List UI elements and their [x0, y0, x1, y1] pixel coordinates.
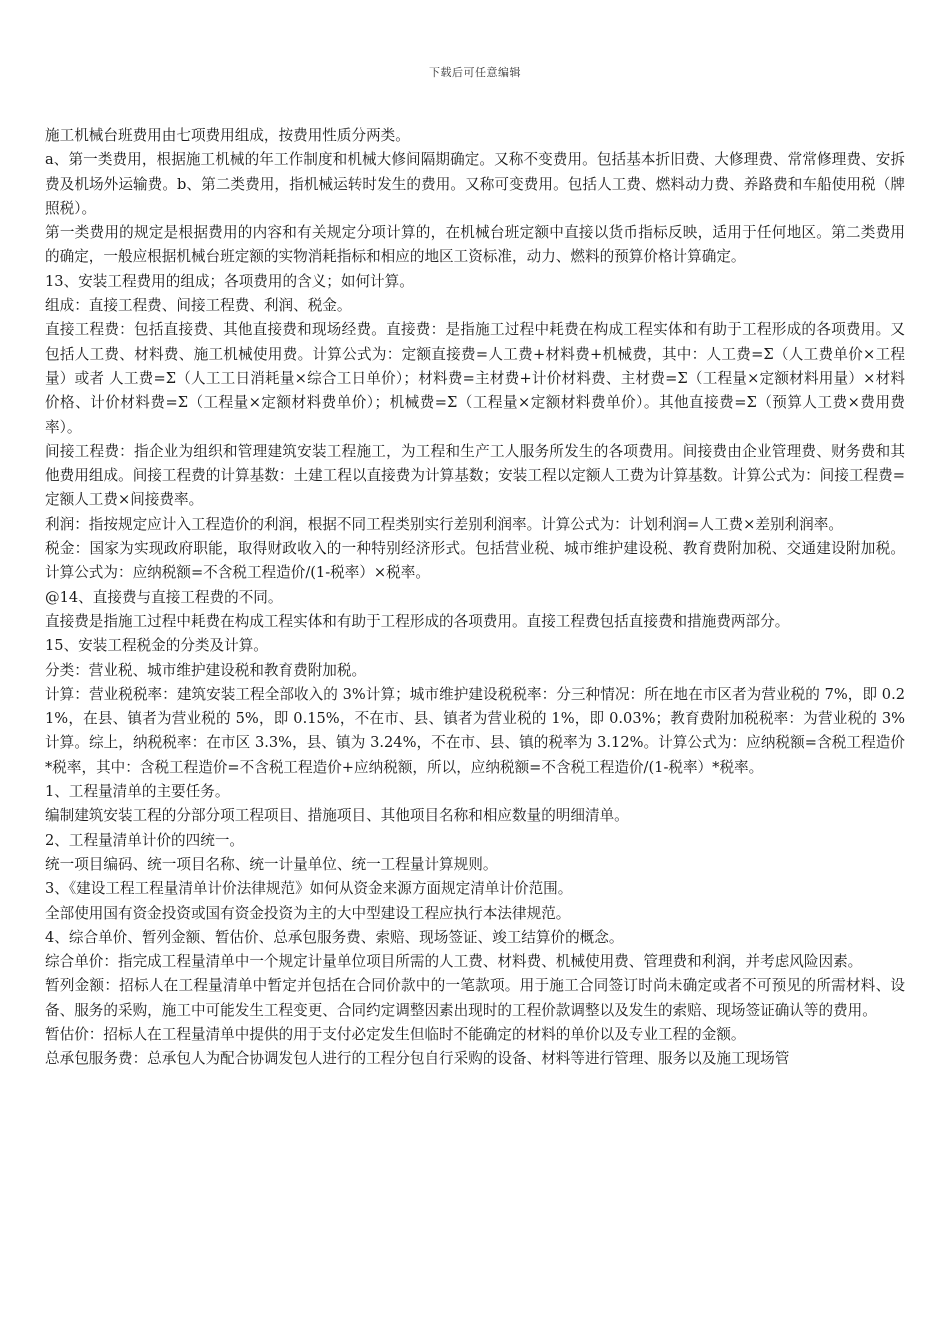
- paragraph: 1、工程量清单的主要任务。: [45, 783, 230, 801]
- paragraph: 组成：直接工程费、间接工程费、利润、税金。: [45, 297, 352, 315]
- paragraph: 全部使用国有资金投资或国有资金投资为主的大中型建设工程应执行本法律规范。: [45, 904, 571, 922]
- paragraph: 2、工程量清单计价的四统一。: [45, 831, 245, 849]
- paragraph: @14、直接费与直接工程费的不同。: [45, 588, 283, 606]
- paragraph: 施工机械台班费用由七项费用组成，按费用性质分两类。: [45, 127, 410, 144]
- paragraph: 暂估价：招标人在工程量清单中提供的用于支付必定发生但临时不能确定的材料的单价以及专业工程的金额。: [45, 1025, 746, 1043]
- paragraph: 综合单价：指完成工程量清单中一个规定计量单位项目所需的人工费、材料费、机械使用费、管理费和利润，并考虑风险因素。: [45, 953, 863, 971]
- paragraph: 间接工程费：指企业为组织和管理建筑安装工程施工，为工程和生产工人服务所发生的各项费用。间接费由企业管理费、财务费和其他费用组成。间接工程费的计算基数：土建工程以直接费为计算基数；安装工程以定额人工费为计算基数。计算公式为：间接工程费=定额人工费×间接费率。: [45, 442, 905, 509]
- paragraph: 统一项目编码、统一项目名称、统一计量单位、统一工程量计算规则。: [45, 855, 498, 873]
- document-body: [45, 124, 905, 1072]
- paragraph: 13、安装工程费用的组成；各项费用的含义；如何计算。: [45, 272, 414, 290]
- paragraph: 4、综合单价、暂列金额、暂估价、总承包服务费、索赔、现场签证、竣工结算价的概念。: [45, 928, 624, 946]
- paragraph: 第一类费用的规定是根据费用的内容和有关规定分项计算的，在机械台班定额中直接以货币指标反映，适用于任何地区。第二类费用的确定，一般应根据机械台班定额的实物消耗指标和相应的地区工资标准，动力、燃料的预算价格计算确定。: [45, 224, 905, 266]
- paragraph: 计算：营业税税率：建筑安装工程全部收入的 3%计算；城市维护建设税税率：分三种情况：所在地在市区者为营业税的 7%，即 0.21%，在县、镇者为营业税的 5%，即 0.15%，不在市、县、镇者为营业税的 1%，即 0.03%；教育费附加税税率：为营业税的 3%计算。综上，纳税税率：在市区 3.3%，县、镇为 3.24%，不在市、县、镇的税率为 3.12%。计算公式为：应纳税额=含税工程造价*税率，其中：含税工程造价=不含税工程造价+应纳税额，所以，应纳税额=不含税工程造价/(1-税率）*税率。: [45, 685, 905, 776]
- page-header: 下载后可任意编辑: [429, 66, 521, 79]
- paragraph: 利润：指按规定应计入工程造价的利润，根据不同工程类别实行差别利润率。计算公式为：计划利润=人工费×差别利润率。: [45, 515, 843, 533]
- paragraph: 总承包服务费：总承包人为配合协调发包人进行的工程分包自行采购的设备、材料等进行管理、服务以及施工现场管: [45, 1050, 790, 1068]
- paragraph: 直接费是指施工过程中耗费在构成工程实体和有助于工程形成的各项费用。直接工程费包括直接费和措施费两部分。: [45, 612, 790, 630]
- paragraph: 直接工程费：包括直接费、其他直接费和现场经费。直接费：是指施工过程中耗费在构成工程实体和有助于工程形成的各项费用。又包括人工费、材料费、施工机械使用费。计算公式为：定额直接费=人工费+材料费+机械费，其中：人工费=Σ（人工费单价×工程量）或者 人工费=Σ（人工工日消耗量×综合工日单价）；材料费=主材费+计价材料费、主材费=Σ（工程量×定额材料用量）×材料价格、计价材料费=Σ（工程量×定额材料费单价）；机械费=Σ（工程量×定额材料费单价）。其他直接费=Σ（预算人工费×费用费率）。: [45, 321, 905, 436]
- paragraph: 编制建筑安装工程的分部分项工程项目、措施项目、其他项目名称和相应数量的明细清单。: [45, 807, 629, 825]
- paragraph: 税金：国家为实现政府职能，取得财政收入的一种特别经济形式。包括营业税、城市维护建设税、教育费附加税、交通建设附加税。计算公式为：应纳税额=不含税工程造价/(1-税率）×税率。: [45, 540, 905, 582]
- paragraph: a、第一类费用，根据施工机械的年工作制度和机械大修间隔期确定。又称不变费用。包括基本折旧费、大修理费、常常修理费、安拆费及机场外运输费。b、第二类费用，指机械运转时发生的费用。又称可变费用。包括人工费、燃料动力费、养路费和车船使用税（牌照税）。: [45, 151, 905, 217]
- paragraph: 分类：营业税、城市维护建设税和教育费附加税。: [45, 661, 367, 679]
- paragraph: 15、安装工程税金的分类及计算。: [45, 637, 268, 655]
- paragraph: 3、《建设工程工程量清单计价法律规范》如何从资金来源方面规定清单计价范围。: [45, 880, 573, 898]
- paragraph: 暂列金额：招标人在工程量清单中暂定并包括在合同价款中的一笔款项。用于施工合同签订时尚未确定或者不可预见的所需材料、设备、服务的采购，施工中可能发生工程变更、合同约定调整因素出现时的工程价款调整以及发生的索赔、现场签证确认等的费用。: [45, 977, 905, 1019]
